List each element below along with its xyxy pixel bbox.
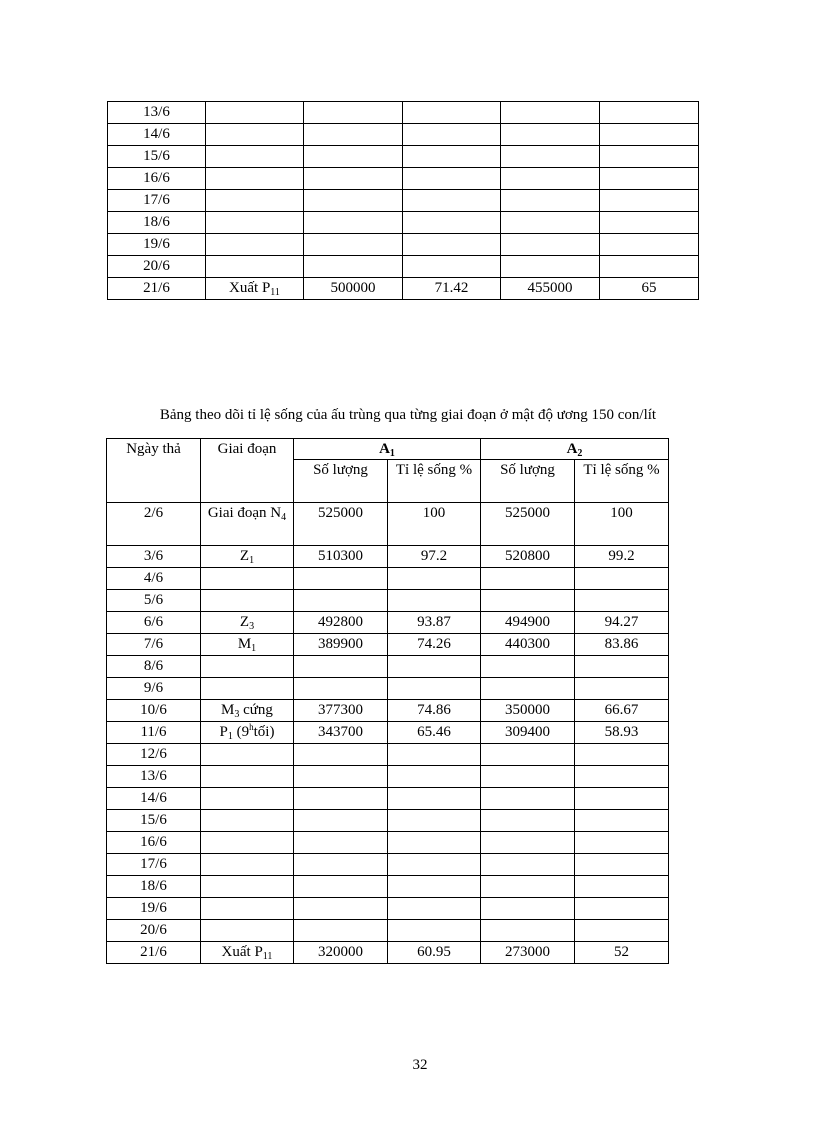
cell-stage	[201, 876, 294, 898]
header-a2-count: Số lượng	[481, 460, 575, 503]
cell-a2-rate	[575, 810, 669, 832]
cell-stage	[206, 212, 304, 234]
cell-a2-count	[501, 256, 600, 278]
header-a1-count: Số lượng	[294, 460, 388, 503]
cell-a2-rate: 66.67	[575, 700, 669, 722]
cell-a1-count	[294, 678, 388, 700]
stage-subscript: 11	[270, 287, 280, 298]
cell-date: 6/6	[107, 612, 201, 634]
cell-stage	[201, 612, 294, 634]
cell-a2-count	[481, 656, 575, 678]
header-group-a1: $A_1$	[294, 439, 481, 460]
cell-a1-rate	[388, 590, 481, 612]
cell-a2-count	[481, 854, 575, 876]
cell-a2-count	[501, 146, 600, 168]
page-number: 32	[412, 1057, 428, 1073]
cell-a1-count	[294, 920, 388, 942]
cell-a2-rate	[600, 124, 699, 146]
cell-a2-count	[481, 920, 575, 942]
table-row	[108, 102, 699, 124]
cell-a1-rate	[403, 212, 501, 234]
table-row	[107, 854, 669, 876]
cell-a1-rate	[388, 568, 481, 590]
cell-a1-rate	[403, 234, 501, 256]
cell-stage	[206, 124, 304, 146]
cell-stage	[206, 256, 304, 278]
stage-text: M	[221, 702, 235, 718]
cell-a2-rate	[575, 854, 669, 876]
cell-a2-rate	[575, 766, 669, 788]
cell-a1-rate	[388, 854, 481, 876]
cell-a1-count	[304, 190, 403, 212]
table-row	[108, 146, 699, 168]
cell-a1-rate: 65.46	[388, 722, 481, 744]
cell-a2-rate: 58.93	[575, 722, 669, 744]
cell-a1-count: 389900	[294, 634, 388, 656]
cell-date: 16/6	[107, 832, 201, 854]
cell-a2-rate: 65	[600, 278, 699, 300]
cell-a2-count: 520800	[481, 546, 575, 568]
cell-date: 21/6	[107, 942, 201, 964]
cell-a1-rate	[388, 898, 481, 920]
cell-a2-count	[481, 744, 575, 766]
survival-table-150	[106, 438, 669, 964]
cell-stage	[201, 568, 294, 590]
stage-subscript: 3	[249, 621, 255, 632]
cell-a2-count	[481, 678, 575, 700]
cell-a2-rate	[600, 102, 699, 124]
cell-a2-count	[481, 788, 575, 810]
table-row	[107, 590, 669, 612]
cell-a1-count	[304, 146, 403, 168]
cell-a2-count	[501, 124, 600, 146]
cell-a1-count	[294, 898, 388, 920]
survival-table-continued	[107, 101, 699, 300]
cell-stage	[201, 942, 294, 964]
stage-text: P	[219, 724, 228, 740]
cell-a1-rate	[388, 678, 481, 700]
cell-a1-rate	[403, 168, 501, 190]
cell-stage	[201, 656, 294, 678]
cell-a2-count	[481, 766, 575, 788]
cell-a1-rate	[403, 124, 501, 146]
cell-stage	[201, 832, 294, 854]
cell-a2-rate: 100	[575, 503, 669, 546]
cell-a2-rate	[575, 832, 669, 854]
table-row	[107, 766, 669, 788]
table-row	[107, 678, 669, 700]
cell-a2-count	[481, 898, 575, 920]
cell-a2-rate	[575, 744, 669, 766]
table-row	[107, 898, 669, 920]
cell-a1-count	[294, 590, 388, 612]
cell-stage	[201, 634, 294, 656]
table-row	[108, 124, 699, 146]
cell-date: 10/6	[107, 700, 201, 722]
header-date: Ngày thả	[107, 439, 201, 503]
cell-a2-rate	[575, 656, 669, 678]
cell-a2-rate	[575, 568, 669, 590]
cell-a1-count	[304, 124, 403, 146]
cell-a2-count	[501, 212, 600, 234]
table-row	[107, 832, 669, 854]
table-row	[107, 656, 669, 678]
cell-stage	[206, 278, 304, 300]
cell-a2-count	[481, 590, 575, 612]
cell-a1-count	[294, 766, 388, 788]
stage-tail: tối)	[253, 724, 275, 740]
cell-a1-rate: 93.87	[388, 612, 481, 634]
cell-a2-count: 494900	[481, 612, 575, 634]
cell-date: 11/6	[107, 722, 201, 744]
cell-a1-count: 492800	[294, 612, 388, 634]
cell-a2-count	[501, 102, 600, 124]
cell-a2-rate	[600, 256, 699, 278]
table-row	[108, 190, 699, 212]
stage-suffix: cứng	[239, 702, 273, 718]
cell-a2-count	[481, 832, 575, 854]
cell-date: 13/6	[108, 102, 206, 124]
table-row	[107, 634, 669, 656]
cell-stage	[201, 744, 294, 766]
stage-subscript: 11	[262, 951, 273, 962]
cell-a1-rate	[388, 832, 481, 854]
cell-a2-count: 525000	[481, 503, 575, 546]
stage-text: Xuất P	[229, 280, 271, 296]
cell-stage	[201, 678, 294, 700]
cell-date: 15/6	[107, 810, 201, 832]
cell-a2-count: 455000	[501, 278, 600, 300]
cell-a2-count: 350000	[481, 700, 575, 722]
table-row	[107, 810, 669, 832]
cell-a1-count	[294, 788, 388, 810]
table-row	[108, 278, 699, 300]
cell-stage	[206, 146, 304, 168]
cell-a2-count	[481, 810, 575, 832]
cell-date: 12/6	[107, 744, 201, 766]
cell-a2-rate: 52	[575, 942, 669, 964]
cell-stage	[201, 810, 294, 832]
cell-stage	[201, 854, 294, 876]
table-row	[108, 168, 699, 190]
table-header-row	[107, 439, 669, 460]
cell-date: 15/6	[108, 146, 206, 168]
cell-date: 13/6	[107, 766, 201, 788]
cell-date: 19/6	[108, 234, 206, 256]
stage-subscript: 1	[227, 731, 233, 742]
table-row	[107, 612, 669, 634]
cell-stage	[201, 766, 294, 788]
header-a1-rate: Tỉ lệ sống %	[388, 460, 481, 503]
cell-a1-rate	[403, 190, 501, 212]
cell-a1-rate: 74.26	[388, 634, 481, 656]
stage-superscript: h	[249, 722, 254, 732]
cell-a1-rate	[388, 810, 481, 832]
cell-a1-rate	[388, 920, 481, 942]
cell-a1-rate: 100	[388, 503, 481, 546]
cell-stage	[201, 920, 294, 942]
cell-a2-count: 273000	[481, 942, 575, 964]
cell-a2-rate	[575, 920, 669, 942]
header-a2-rate: Tỉ lệ sống %	[575, 460, 669, 503]
table-row	[108, 234, 699, 256]
table-row	[107, 788, 669, 810]
cell-date: 5/6	[107, 590, 201, 612]
cell-a2-count	[501, 168, 600, 190]
table2-body	[107, 503, 669, 964]
stage-subscript: 3	[234, 709, 240, 720]
table-row	[108, 256, 699, 278]
table-row	[107, 700, 669, 722]
cell-a1-count	[294, 854, 388, 876]
cell-a1-count	[304, 256, 403, 278]
cell-a2-rate	[600, 146, 699, 168]
cell-a1-rate	[388, 656, 481, 678]
cell-a1-rate	[388, 744, 481, 766]
table-row	[107, 942, 669, 964]
cell-a2-count	[501, 234, 600, 256]
cell-a2-rate	[600, 190, 699, 212]
cell-a1-count: 320000	[294, 942, 388, 964]
table-caption: Bảng theo dõi tỉ lệ sống của ấu trùng qua từng giai đoạn ở mật độ ương 150 con/lít	[159, 407, 657, 423]
cell-a2-rate	[575, 898, 669, 920]
stage-subscript: 1	[251, 643, 257, 654]
cell-date: 17/6	[107, 854, 201, 876]
table-row	[107, 744, 669, 766]
cell-stage	[201, 898, 294, 920]
cell-a2-count: 440300	[481, 634, 575, 656]
cell-a2-rate: 94.27	[575, 612, 669, 634]
cell-a2-rate	[575, 876, 669, 898]
cell-a2-rate: 99.2	[575, 546, 669, 568]
cell-date: 20/6	[108, 256, 206, 278]
cell-a1-count	[304, 168, 403, 190]
cell-a1-count	[294, 656, 388, 678]
cell-stage	[206, 102, 304, 124]
cell-a1-rate	[403, 102, 501, 124]
cell-a2-rate	[600, 212, 699, 234]
table-row	[107, 722, 669, 744]
cell-stage	[201, 546, 294, 568]
cell-date: 2/6	[107, 503, 201, 546]
cell-date: 14/6	[108, 124, 206, 146]
header-stage: Giai đoạn	[201, 439, 294, 503]
cell-stage: Giai đoạn $N_4$	[201, 503, 294, 546]
stage-text: Xuất P	[221, 944, 263, 960]
cell-stage	[201, 722, 294, 744]
cell-a1-rate	[403, 146, 501, 168]
cell-date: 4/6	[107, 568, 201, 590]
table-row	[107, 546, 669, 568]
table-row	[107, 920, 669, 942]
cell-stage	[201, 590, 294, 612]
cell-a1-count: 525000	[294, 503, 388, 546]
cell-a1-count	[294, 568, 388, 590]
cell-stage	[201, 788, 294, 810]
cell-a1-rate: 60.95	[388, 942, 481, 964]
table-row	[107, 503, 669, 546]
cell-a1-count	[304, 234, 403, 256]
cell-stage	[206, 190, 304, 212]
cell-date: 21/6	[108, 278, 206, 300]
table-row	[107, 876, 669, 898]
cell-a2-count	[481, 876, 575, 898]
cell-a1-rate: 71.42	[403, 278, 501, 300]
cell-a1-rate: 97.2	[388, 546, 481, 568]
cell-a1-rate	[388, 766, 481, 788]
cell-a1-rate: 74.86	[388, 700, 481, 722]
cell-a2-count: 309400	[481, 722, 575, 744]
cell-date: 16/6	[108, 168, 206, 190]
stage-text: Z	[239, 548, 250, 564]
cell-a2-rate	[600, 168, 699, 190]
cell-date: 9/6	[107, 678, 201, 700]
cell-a1-count	[304, 212, 403, 234]
cell-date: 19/6	[107, 898, 201, 920]
cell-a1-count	[294, 744, 388, 766]
cell-a1-count: 377300	[294, 700, 388, 722]
header-group-a2: $A_2$	[481, 439, 669, 460]
cell-a1-count: 510300	[294, 546, 388, 568]
cell-a1-count	[294, 832, 388, 854]
cell-a1-count: 500000	[304, 278, 403, 300]
table-row	[108, 212, 699, 234]
cell-a2-count	[501, 190, 600, 212]
cell-date: 7/6	[107, 634, 201, 656]
cell-a2-rate: 83.86	[575, 634, 669, 656]
table-row	[107, 568, 669, 590]
cell-a1-count	[294, 810, 388, 832]
cell-date: 14/6	[107, 788, 201, 810]
cell-a1-rate	[388, 876, 481, 898]
cell-date: 18/6	[107, 876, 201, 898]
cell-a1-rate	[403, 256, 501, 278]
cell-date: 18/6	[108, 212, 206, 234]
cell-a1-count: 343700	[294, 722, 388, 744]
cell-stage	[206, 168, 304, 190]
cell-date: 8/6	[107, 656, 201, 678]
cell-a1-rate	[388, 788, 481, 810]
stage-text: M	[237, 636, 252, 652]
cell-a2-count	[481, 568, 575, 590]
stage-subscript: 1	[249, 555, 255, 566]
cell-date: 20/6	[107, 920, 201, 942]
cell-a2-rate	[575, 788, 669, 810]
cell-a2-rate	[575, 590, 669, 612]
cell-a2-rate	[600, 234, 699, 256]
cell-date: 17/6	[108, 190, 206, 212]
stage-text: Z	[239, 614, 250, 630]
cell-a2-rate	[575, 678, 669, 700]
cell-date: 3/6	[107, 546, 201, 568]
cell-stage	[201, 700, 294, 722]
stage-suffix: (9	[232, 724, 250, 740]
table1-body	[108, 102, 699, 300]
cell-a1-count	[304, 102, 403, 124]
cell-stage	[206, 234, 304, 256]
cell-a1-count	[294, 876, 388, 898]
